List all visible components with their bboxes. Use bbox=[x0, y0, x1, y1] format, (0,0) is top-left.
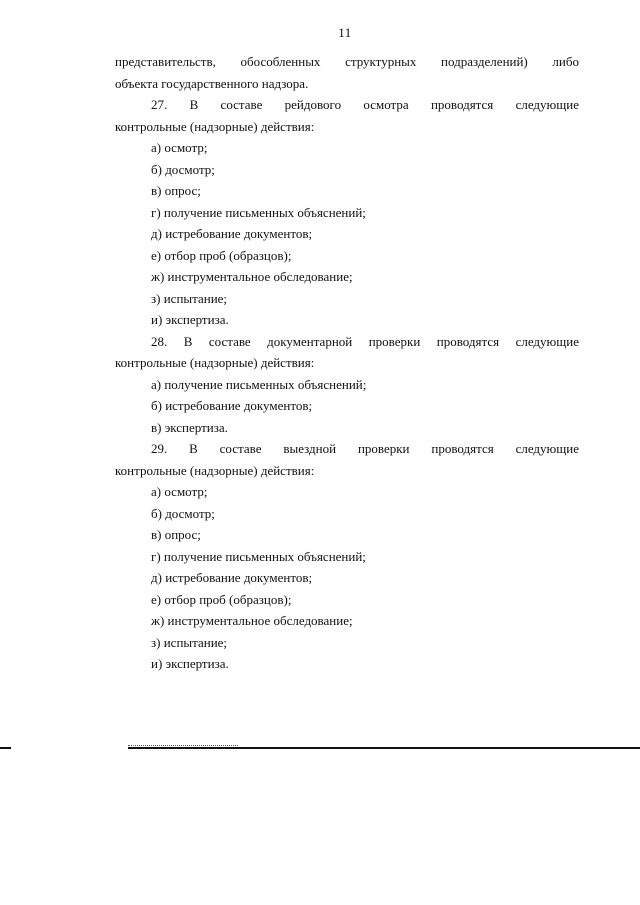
list-item: д) истребование документов; bbox=[151, 226, 313, 241]
list-item: б) истребование документов; bbox=[151, 398, 313, 413]
clause-29-heading: 29. В составе выездной проверки проводятся следующие bbox=[151, 441, 579, 456]
list-item: и) экспертиза. bbox=[151, 312, 229, 327]
list-item: е) отбор проб (образцов); bbox=[151, 591, 292, 607]
clause-27-continuation: контрольные (надзорные) действия: bbox=[115, 118, 315, 134]
list-item: ж) инструментальное обследование; bbox=[151, 613, 353, 628]
clause-29-continuation: контрольные (надзорные) действия: bbox=[115, 462, 315, 478]
text-line: представительств, обособленных структурных подразделений) либо bbox=[115, 54, 579, 69]
clause-28-continuation: контрольные (надзорные) действия: bbox=[115, 355, 315, 370]
list-item: в) опрос; bbox=[151, 527, 201, 542]
list-item: г) получение письменных объяснений; bbox=[151, 204, 366, 220]
list-item: в) опрос; bbox=[151, 183, 201, 198]
text-line: объекта государственного надзора. bbox=[115, 75, 309, 91]
list-item: з) испытание; bbox=[151, 634, 228, 650]
list-item: з) испытание; bbox=[151, 290, 228, 306]
page-number: 11 bbox=[338, 25, 352, 40]
scan-edge-rule-left bbox=[0, 747, 11, 749]
list-item: а) получение письменных объяснений; bbox=[151, 376, 367, 392]
list-item: д) истребование документов; bbox=[151, 570, 313, 585]
clause-28-heading: 28. В составе документарной проверки проводятся следующие bbox=[151, 333, 579, 349]
list-item: г) получение письменных объяснений; bbox=[151, 548, 366, 564]
document-body bbox=[115, 51, 579, 675]
list-item: е) отбор проб (образцов); bbox=[151, 247, 292, 263]
list-item: в) экспертиза. bbox=[151, 419, 228, 435]
list-item: а) осмотр; bbox=[151, 140, 208, 155]
list-item: б) досмотр; bbox=[151, 505, 215, 521]
list-item: и) экспертиза. bbox=[151, 656, 229, 671]
list-item: а) осмотр; bbox=[151, 484, 208, 499]
clause-27-heading: 27. В составе рейдового осмотра проводятся следующие bbox=[151, 97, 579, 112]
scan-edge-rule-right bbox=[128, 747, 640, 749]
list-item: ж) инструментальное обследование; bbox=[151, 269, 353, 284]
list-item: б) досмотр; bbox=[151, 161, 215, 177]
